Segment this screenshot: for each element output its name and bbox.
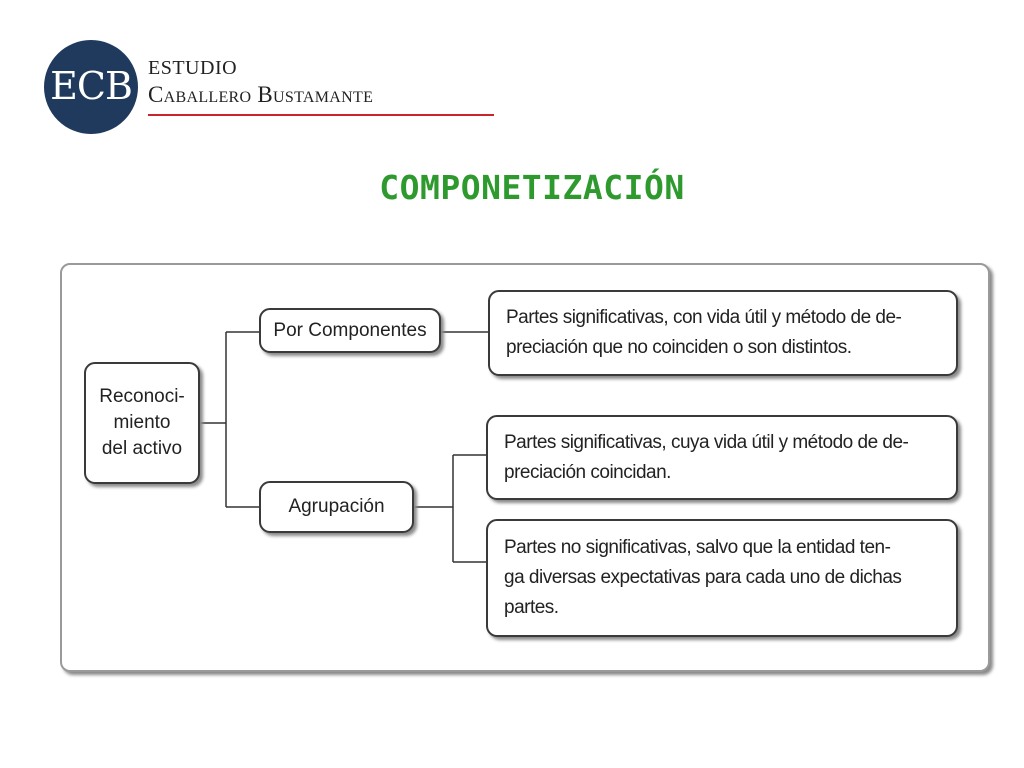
- page-title: COMPONETIZACIÓN: [379, 168, 685, 207]
- node-leaf-grouping-significant: [486, 415, 958, 500]
- root-line: del activo: [101, 438, 183, 459]
- leaf-line: partes.: [504, 597, 559, 618]
- node-leaf-components: [488, 290, 958, 376]
- root-line: miento: [113, 412, 171, 433]
- leaf-line: Partes no significativas, salvo que la entidad ten-: [504, 537, 891, 558]
- node-leaf-grouping-non-significant: [486, 519, 958, 637]
- leaf-line: preciación coincidan.: [504, 461, 671, 483]
- root-line: Reconoci-: [99, 386, 185, 407]
- leaf-line: preciación que no coinciden o son distintos.: [506, 337, 852, 358]
- node-root-asset-recognition: [84, 362, 200, 484]
- leaf-line: Partes significativas, cuya vida útil y método de de-: [504, 431, 909, 453]
- logo-text-line-1: ESTUDIO: [148, 57, 238, 79]
- leaf-line: Partes significativas, con vida útil y método de de-: [506, 307, 902, 328]
- logo-text-line-2: Caballero Bustamante: [148, 82, 374, 107]
- node-by-components: Por Componentes: [259, 308, 441, 353]
- node-grouping: Agrupación: [259, 481, 414, 533]
- leaf-line: ga diversas expectativas para cada uno de dichas: [504, 567, 902, 588]
- logo-mark: ECB: [50, 64, 132, 108]
